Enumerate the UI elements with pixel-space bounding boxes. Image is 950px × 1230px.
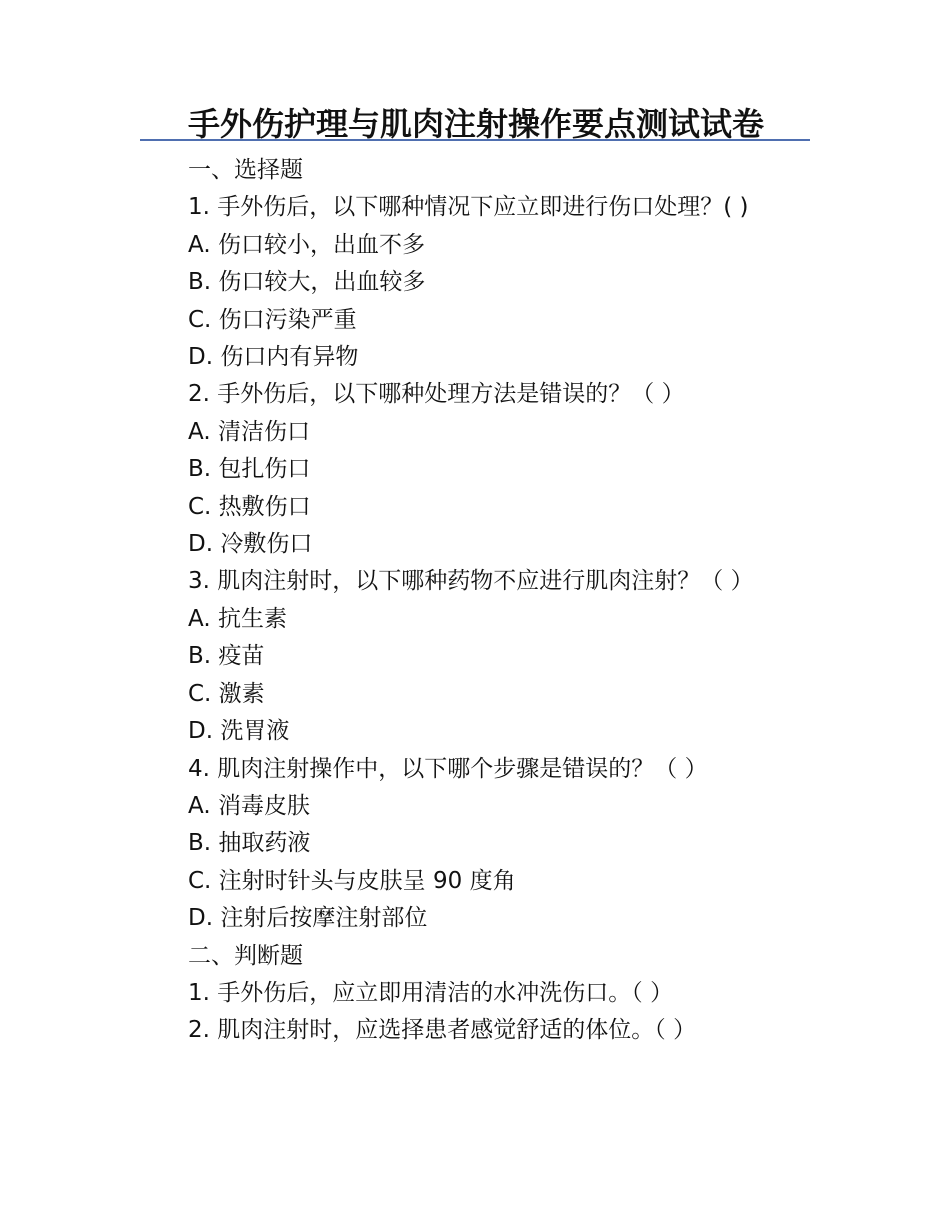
option-item: B. 疫苗 (188, 643, 265, 670)
question-text: 1. 手外伤后，以下哪种情况下应立即进行伤口处理？( ) (188, 194, 749, 221)
question-text: 1. 手外伤后，应立即用清洁的水冲洗伤口。（ ） (188, 979, 674, 1006)
question-text: 2. 手外伤后，以下哪种处理方法是错误的？（ ） (188, 381, 685, 408)
option-item: C. 伤口污染严重 (188, 306, 357, 333)
option-item: B. 包扎伤口 (188, 456, 311, 483)
option-item: A. 伤口较小，出血不多 (188, 231, 425, 258)
question-text: 4. 肌肉注射操作中，以下哪个步骤是错误的？（ ） (188, 755, 708, 782)
option-item: D. 洗胃液 (188, 718, 290, 745)
option-item: C. 激素 (188, 680, 265, 707)
option-item: D. 注射后按摩注射部位 (188, 905, 428, 932)
option-item: B. 伤口较大，出血较多 (188, 269, 426, 296)
section-heading-choice: 一、选择题 (188, 157, 303, 183)
section-heading-judgement: 二、判断题 (188, 942, 303, 969)
option-item: A. 消毒皮肤 (188, 792, 310, 819)
option-item: D. 冷敷伤口 (188, 531, 313, 558)
option-item: B. 抽取药液 (188, 830, 311, 857)
document-title: 手外伤护理与肌肉注射操作要点测试试卷 (188, 105, 765, 143)
option-item: A. 抗生素 (188, 605, 287, 632)
option-item: D. 伤口内有异物 (188, 344, 359, 371)
question-text: 3. 肌肉注射时，以下哪种药物不应进行肌肉注射？（ ） (188, 568, 754, 595)
title-underline (140, 139, 810, 141)
question-text: 2. 肌肉注射时，应选择患者感觉舒适的体位。（ ） (188, 1017, 697, 1044)
option-item: A. 清洁伤口 (188, 418, 310, 445)
option-item: C. 热敷伤口 (188, 493, 311, 520)
option-item: C. 注射时针头与皮肤呈 90 度角 (188, 867, 516, 894)
document-body (156, 152, 806, 1050)
